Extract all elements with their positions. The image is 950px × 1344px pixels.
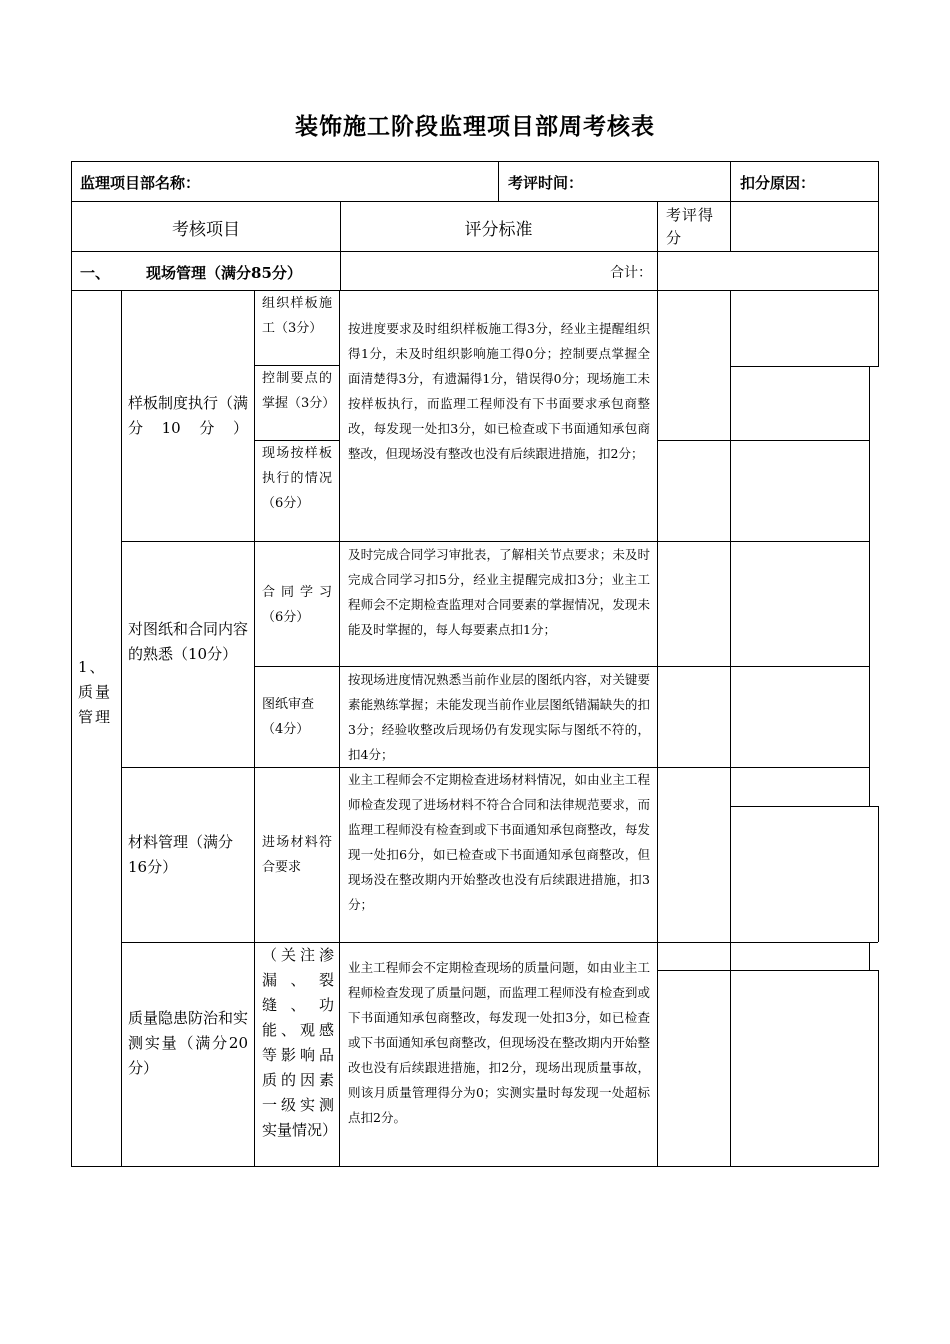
- deduction-reason-label: 扣分原因：: [740, 174, 816, 192]
- border-line: [254, 365, 340, 366]
- border-line: [498, 161, 499, 201]
- border-line: [657, 290, 658, 1167]
- border-line: [254, 666, 869, 667]
- border-line: [121, 767, 869, 768]
- section-number: 一、: [80, 264, 111, 282]
- standard-material-management: 业主工程师会不定期检查进场材料情况，如由业主工程师检查发现了进场材料不符合合同和法律规范要求，而监理工程师没有检查到或下书面通知承包商整改，每发现一处扣6分，如已检查或下书面通知承包商整改，但现场没在整改期内开始整改也没有后续跟进措施，扣3分；: [348, 772, 650, 912]
- evaluation-time-label: 考评时间：: [508, 174, 584, 192]
- border-line: [71, 251, 879, 252]
- sub-item-sample-execution: 现场按样板执行的情况（6分）: [262, 446, 332, 511]
- standard-sample-system: 按进度要求及时组织样板施工得3分，经业主提醒组织得1分，未及时组织影响施工得0分；控制要点掌握全面清楚得3分，有遗漏得1分，错误得0分；现场施工未按样板执行，而监理工程师没有下书面要求承包商整改，每发现一处扣3分，如已检查或下书面通知承包商整改，但现场没有整改也没有后续跟进措施，扣2分；: [348, 321, 650, 461]
- category-quality-management: 1、质量管理: [78, 658, 113, 726]
- standard-quality-hazard: 业主工程师会不定期检查现场的质量问题，如由业主工程师检查发现了质量问题，而监理工程师没有检查到或下书面通知承包商整改，每发现一处扣3分，如已检查或下书面通知承包商整改，但现场没在整改期内开始整改也没有后续跟进措施，扣2分，现场出现质量事故，则该月质量管理得分为0；实测实量时每发现一处超标点扣2分。: [348, 960, 650, 1125]
- border-line: [730, 366, 878, 367]
- border-line: [71, 161, 72, 1167]
- page-title: 装饰施工阶段监理项目部周考核表: [295, 113, 655, 140]
- border-line: [71, 1166, 879, 1167]
- border-line: [339, 290, 340, 1167]
- sub-item-control-points: 控制要点的掌握（3分）: [262, 371, 336, 411]
- border-line: [730, 290, 731, 1167]
- border-line: [254, 290, 255, 1167]
- border-line: [657, 201, 658, 252]
- border-line: [657, 251, 658, 291]
- border-line: [878, 806, 879, 942]
- standard-drawing-review: 按现场进度情况熟悉当前作业层的图纸内容，对关键要素能熟练掌握；未能发现当前作业层图纸错漏缺失的扣3分；经验收整改后现场仍有发现实际与图纸不符的，扣4分；: [348, 672, 650, 762]
- sub-item-quality-focus: （关注渗漏、裂缝、功能、观感等影响品质的因素一级实测实量情况）: [262, 946, 338, 1139]
- sub-item-sample-construction: 组织样板施工（3分）: [262, 296, 332, 336]
- border-line: [121, 942, 878, 943]
- group-name-material-management: 材料管理（满分16分）: [128, 833, 234, 876]
- border-line: [730, 806, 878, 807]
- border-line: [254, 440, 340, 441]
- border-line: [71, 161, 879, 162]
- sub-item-drawing-review: 图纸审查（4分）: [262, 697, 315, 737]
- border-line: [71, 290, 879, 291]
- border-line: [869, 942, 870, 970]
- section-title: 现场管理（满分85分）: [146, 264, 302, 282]
- standard-contract-study: 及时完成合同学习审批表，了解相关节点要求；未及时完成合同学习扣5分，经业主提醒完成扣3分；业主工程师会不定期检查监理对合同要素的掌握情况，发现未能及时掌握的，每人每要素点扣1分；: [348, 547, 650, 637]
- column-header-score: 考评得分: [666, 206, 715, 247]
- border-line: [878, 970, 879, 1167]
- border-line: [340, 201, 341, 291]
- border-line: [71, 201, 879, 202]
- group-name-drawings-contract: 对图纸和合同内容的熟悉（10分）: [128, 620, 249, 663]
- border-line: [730, 201, 731, 252]
- border-line: [878, 161, 879, 367]
- column-header-standard: 评分标准: [464, 219, 533, 240]
- border-line: [869, 366, 870, 806]
- group-name-quality-hazard: 质量隐患防治和实测实量（满分20分）: [128, 1009, 249, 1077]
- border-line: [657, 970, 878, 971]
- sub-item-material-compliance: 进场材料符合要求: [262, 835, 332, 875]
- project-name-label: 监理项目部名称：: [80, 174, 201, 192]
- column-header-item: 考核项目: [172, 219, 240, 240]
- border-line: [730, 161, 731, 201]
- border-line: [657, 440, 869, 441]
- sub-item-contract-study: 合同学习（6分）: [262, 585, 332, 625]
- group-name-sample-system: 样板制度执行（满分10分）: [128, 394, 249, 437]
- total-label: 合计：: [610, 265, 652, 281]
- border-line: [121, 541, 869, 542]
- border-line: [121, 290, 122, 1167]
